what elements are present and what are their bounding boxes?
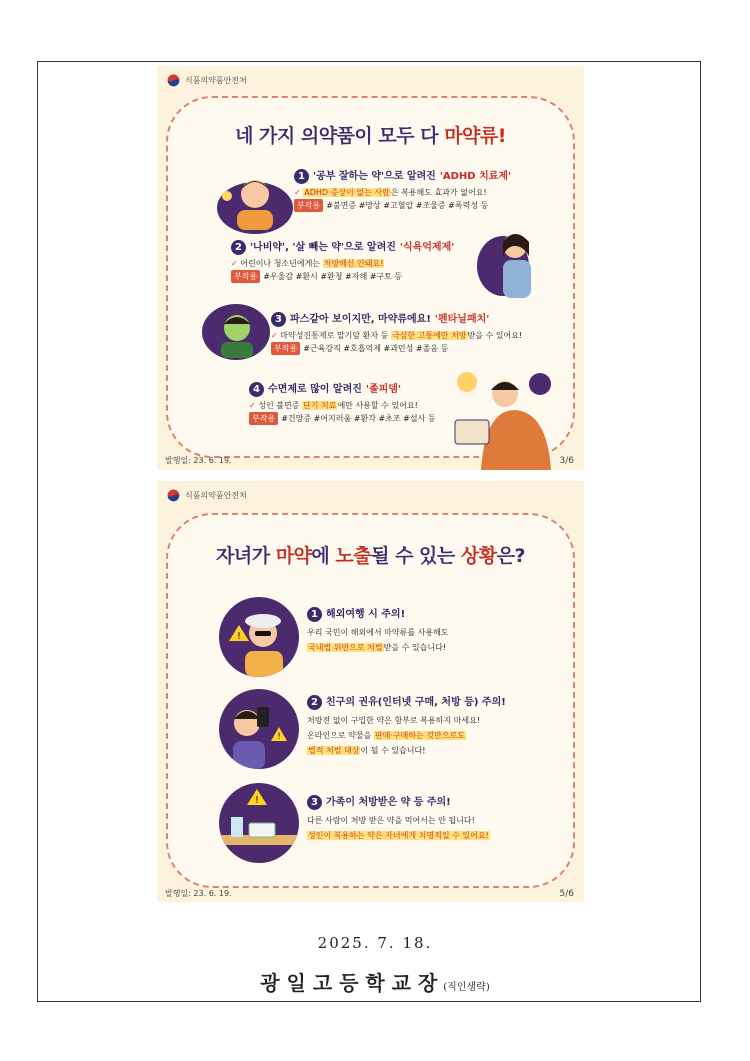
item-heading: 친구의 권유(인터넷 구매, 처방 등) 주의! [326, 697, 506, 708]
student-illustration [215, 166, 295, 236]
side-effect-badge: 부작용 [294, 199, 323, 212]
title-highlight: 마약류! [444, 125, 506, 147]
item-adhd [294, 169, 511, 212]
item-line-highlight: 국내법 위반으로 처벌 [308, 643, 383, 652]
item-line: 받을 수 있어요! [467, 331, 523, 340]
title-text: 에 [311, 545, 336, 567]
check-icon: ✓ [249, 401, 256, 410]
org-name: 식품의약품안전처 [185, 76, 247, 85]
patient-illustration [201, 302, 271, 362]
item-line: 우리 국민이 해외에서 마약류를 사용해도 [307, 628, 449, 637]
woman-illustration [475, 216, 545, 301]
number-badge: 4 [249, 382, 264, 397]
item-heading-highlight: 'ADHD 치료제' [439, 171, 512, 182]
number-badge: 1 [294, 169, 309, 184]
title-text: 네 가지 의약품이 모두 다 [235, 125, 445, 147]
side-effect-badge: 부작용 [271, 342, 300, 355]
publish-date: 발행일: 23. 6. 19. [165, 456, 232, 465]
title-text: 은? [496, 545, 525, 567]
page-number: 3/6 [559, 456, 574, 466]
title-highlight: 마약 [275, 545, 312, 567]
number-badge: 2 [307, 695, 322, 710]
svg-text:!: ! [277, 732, 281, 742]
item-line-highlight: 처방해선 안돼요! [323, 259, 384, 268]
title-text: 자녀가 [216, 545, 276, 567]
side-effect-badge: 부작용 [249, 412, 278, 425]
side-effect-text: #우울감 #환시 #환청 #자해 #구토 등 [263, 272, 403, 281]
number-badge: 2 [231, 240, 246, 255]
title-highlight: 노출 [335, 545, 372, 567]
org-header [167, 489, 247, 502]
item-line: 마약성진통제로 말기암 환자 등 [280, 331, 391, 340]
school-principal-title: 광 일 고 등 학 교 장 [260, 971, 438, 995]
item-family-prescription [307, 795, 490, 842]
side-effect-text: #불면증 #망상 #고혈압 #조울증 #폭력성 등 [326, 201, 489, 210]
item-line-highlight: 단기 치료 [302, 401, 337, 410]
org-name: 식품의약품안전처 [185, 491, 247, 500]
title-text: 될 수 있는 [371, 545, 461, 567]
item-line: 온라인으로 약물을 [307, 731, 374, 740]
poster-title [157, 121, 584, 148]
item-line-highlight: ADHD 증상이 없는 사람 [304, 188, 390, 197]
item-line: 처방전 없이 구입한 약은 함부로 복용하지 마세요! [307, 716, 481, 725]
org-header [167, 74, 247, 87]
item-heading: 가족이 처방받은 약 등 주의! [326, 797, 451, 808]
item-heading-highlight: '식욕억제제' [399, 242, 455, 253]
side-effect-text: #근육강직 #호흡억제 #과민성 #졸음 등 [303, 344, 449, 353]
item-heading: 수면제로 많이 알려진 [268, 384, 362, 395]
item-line-highlight: 극심한 고통에만 처방 [391, 331, 467, 340]
side-effect-text: #건망증 #어지러움 #환각 #초조 #설사 등 [281, 414, 436, 423]
government-emblem-icon [167, 74, 180, 87]
pills-illustration [219, 783, 299, 863]
number-badge: 1 [307, 607, 322, 622]
document-date: 2025. 7. 18. [317, 934, 433, 952]
item-line-highlight: 성인이 복용하는 약은 자녀에게 치명적일 수 있어요! [308, 831, 489, 840]
title-highlight: 상황 [460, 545, 497, 567]
item-zolpidem [249, 382, 436, 425]
check-icon: ✓ [294, 188, 301, 197]
item-heading: '공부 잘하는 약'으로 알려진 [313, 171, 436, 182]
principal-signature [0, 967, 750, 996]
man-with-photo-illustration [445, 362, 555, 470]
check-icon: ✓ [271, 331, 278, 340]
poster-exposure-situations [157, 481, 584, 902]
number-badge: 3 [271, 312, 286, 327]
page-number: 5/6 [559, 889, 574, 899]
publish-date: 발행일: 23. 6. 19. [165, 889, 232, 898]
svg-text:!: ! [236, 631, 242, 642]
item-line: 받을 수 있습니다! [383, 643, 447, 652]
government-emblem-icon [167, 489, 180, 502]
check-icon: ✓ [231, 259, 238, 268]
item-line: 다른 사람이 처방 받은 약을 먹어서는 안 됩니다! [307, 816, 475, 825]
item-overseas-travel [307, 607, 449, 654]
item-heading: 파스같아 보이지만, 마약류에요! [290, 314, 431, 325]
item-line: 에만 사용할 수 있어요! [337, 401, 418, 410]
item-fentanyl [271, 312, 522, 355]
item-line-highlight: 법적 처벌 대상 [308, 746, 360, 755]
svg-text:!: ! [254, 795, 260, 806]
traveler-illustration [219, 597, 299, 677]
item-line: 어린이나 청소년에게는 [240, 259, 323, 268]
item-heading: 해외여행 시 주의! [326, 609, 406, 620]
item-line: 이 될 수 있습니다! [360, 746, 426, 755]
item-friend-recommendation [307, 695, 506, 757]
item-heading-highlight: '펜타닐패치' [434, 314, 490, 325]
item-line-highlight: 판매·구매하는 것만으로도 [374, 731, 466, 740]
phone-user-illustration [219, 689, 299, 769]
item-appetite-suppressant [231, 240, 454, 283]
number-badge: 3 [307, 795, 322, 810]
side-effect-badge: 부작용 [231, 270, 260, 283]
poster-title [157, 541, 584, 568]
item-line: 성인 불면증 [258, 401, 302, 410]
item-heading-highlight: '졸피뎀' [365, 384, 402, 395]
seal-omitted-note: (직인생략) [443, 982, 490, 993]
item-heading: '나비약', '살 빼는 약'으로 알려진 [250, 242, 396, 253]
item-line: 은 복용해도 효과가 없어요! [390, 188, 487, 197]
poster-drug-types [157, 66, 584, 470]
